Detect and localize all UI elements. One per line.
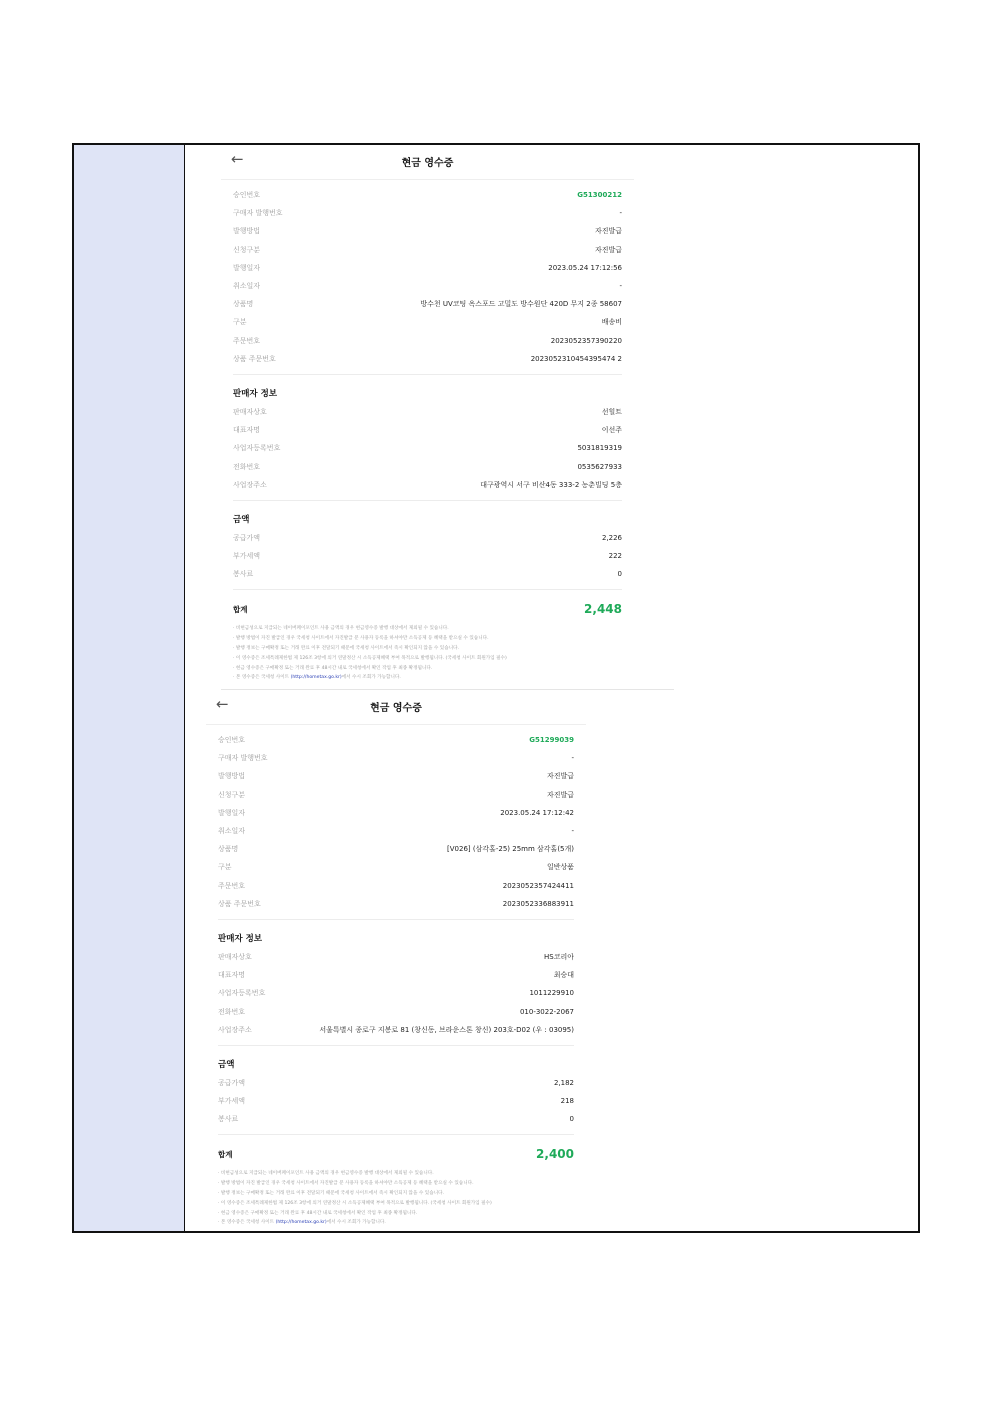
seller-row (233, 457, 622, 475)
row-value: 서울특별시 종로구 지봉로 81 (창신동, 브라운스톤 창신) 203호-D02 (우 : 03095) (319, 1025, 574, 1034)
divider (218, 1134, 574, 1135)
seller-row (233, 403, 622, 421)
info-row (233, 222, 622, 240)
row-value: 자진발급 (594, 245, 622, 254)
row-label: 구매자 발행번호 (233, 209, 283, 218)
row-value: 선힐트 (601, 407, 622, 416)
notice-item: · 이 영수증은 조세특례제한법 제 126조 3항에 의거 연말정산 시 소득공제혜택 부여 목적으로 발행됩니다. (국세청 사이트 회원가입 필수) (233, 655, 507, 661)
row-value: 자진발급 (546, 772, 574, 781)
notice-item: · 발행 정보는 구매확정 또는 거래 완료 이후 전달되기 때문에 국세청 사이트에서 즉시 확인되지 않을 수 있습니다. (233, 645, 459, 651)
approval-number: G51299039 (529, 736, 574, 745)
info-row (218, 731, 574, 749)
seller-row (233, 476, 622, 494)
notice-item: · 현금 영수증은 구매확정 또는 거래 완료 후 48시간 내로 국세청에서 확인 작업 후 최종 확정됩니다. (233, 665, 433, 671)
notice-text: · 본 영수증은 국세청 사이트 (233, 675, 291, 681)
notice-item: · 비현금성으로 지급되는 네이버페이포인트 사용 금액의 경우 현금영수증 발행 대상에서 제외될 수 있습니다. (233, 626, 449, 632)
row-value: - (619, 209, 622, 218)
info-row (218, 822, 574, 840)
notice-item: · 발행 방법이 자진 발급인 경우 국세청 사이트에서 자진발급 분 사용자 등록을 하셔야만 소득공제 등 혜택을 받으실 수 있습니다. (218, 1181, 474, 1187)
info-row (218, 767, 574, 785)
row-label: 구분 (233, 318, 247, 327)
row-value: 방수천 UV코팅 옥스포드 고밀도 방수원단 420D 무지 2종 58607 (420, 300, 622, 309)
divider (233, 374, 622, 375)
row-label: 사업장주소 (218, 1025, 252, 1034)
row-value: 대구광역시 서구 비산4동 333-2 농춘빌딩 5층 (480, 480, 622, 489)
notice-text: 에서 수시 조회가 가능합니다. (326, 1220, 386, 1226)
amount-row (233, 565, 622, 583)
info-row (218, 804, 574, 822)
row-label: 전화번호 (218, 1007, 246, 1016)
info-row (233, 186, 622, 204)
row-value: 010-3022-2067 (519, 1007, 574, 1016)
row-label: 봉사료 (233, 570, 254, 579)
row-value: [V026] (삼각홀-25) 25mm 삼각홀(5개) (447, 845, 574, 854)
document-table (72, 143, 920, 1233)
row-value: 0 (617, 570, 622, 579)
cash-receipt-1 (221, 145, 634, 690)
total-row (218, 1143, 574, 1165)
row-value: 2023052357424411 (502, 881, 574, 890)
row-value: 배송비 (601, 318, 622, 327)
row-value: 222 (608, 552, 622, 561)
row-label: 발행방법 (233, 227, 261, 236)
info-row (233, 241, 622, 259)
row-value: 2,182 (553, 1078, 574, 1087)
seller-row (218, 948, 574, 966)
total-value: 2,400 (536, 1147, 574, 1162)
receipt-header (221, 145, 634, 180)
row-label: 승인번호 (218, 736, 246, 745)
row-label: 상품 주문번호 (233, 354, 276, 363)
total-label: 합계 (233, 604, 248, 614)
row-value: - (571, 827, 574, 836)
row-value: 자진발급 (546, 790, 574, 799)
seller-row (218, 1002, 574, 1020)
cash-receipt-2 (206, 690, 586, 1230)
notice-text: 에서 수시 조회가 가능합니다. (341, 675, 401, 681)
row-value: - (571, 754, 574, 763)
row-label: 봉사료 (218, 1115, 239, 1124)
info-row (218, 877, 574, 895)
row-value: 2023.05.24 17:12:42 (500, 808, 574, 817)
row-label: 사업장주소 (233, 480, 267, 489)
row-label: 발행방법 (218, 772, 246, 781)
total-label: 합계 (218, 1149, 233, 1159)
row-value: 2023052336883911 (502, 899, 574, 908)
row-value: 자진발급 (594, 227, 622, 236)
amount-row (218, 1092, 574, 1110)
row-label: 전화번호 (233, 462, 261, 471)
approval-number: G51300212 (577, 191, 622, 200)
info-row (218, 840, 574, 858)
amount-row (233, 547, 622, 565)
back-arrow-icon[interactable]: ← (216, 695, 229, 713)
row-value: 이선주 (601, 426, 622, 435)
info-row (233, 313, 622, 331)
row-label: 취소일자 (218, 827, 246, 836)
receipt-header (206, 690, 586, 725)
left-column (74, 145, 185, 1231)
notice-item: · 발행 방법이 자진 발급인 경우 국세청 사이트에서 자진발급 분 사용자 등록을 하셔야만 소득공제 등 혜택을 받으실 수 있습니다. (233, 636, 489, 642)
info-row (233, 332, 622, 350)
back-arrow-icon[interactable]: ← (231, 150, 244, 168)
row-label: 판매자상호 (218, 952, 252, 961)
divider (233, 589, 622, 590)
info-row (233, 295, 622, 313)
divider (233, 500, 622, 501)
divider (218, 919, 574, 920)
amount-row (218, 1110, 574, 1128)
row-label: 승인번호 (233, 191, 261, 200)
notice-item (233, 673, 622, 683)
row-label: 상품명 (233, 300, 254, 309)
row-label: 상품명 (218, 845, 239, 854)
row-value: 일반상품 (546, 863, 574, 872)
row-value: HS코리아 (544, 952, 574, 961)
info-row (218, 858, 574, 876)
row-label: 취소일자 (233, 282, 261, 291)
row-label: 부가세액 (233, 552, 261, 561)
hometax-link[interactable]: (http://hometax.go.kr) (290, 675, 342, 681)
seller-section-title: 판매자 정보 (233, 388, 278, 399)
row-label: 부가세액 (218, 1097, 246, 1106)
amount-section-title: 금액 (233, 514, 250, 525)
notice-list (233, 624, 622, 683)
row-value: 2023052357390220 (550, 336, 622, 345)
receipt-title: 현금 영수증 (401, 158, 454, 169)
row-label: 공급가액 (218, 1078, 246, 1087)
notice-list (218, 1169, 574, 1228)
row-value: 1011229910 (529, 989, 574, 998)
notice-item: · 비현금성으로 지급되는 네이버페이포인트 사용 금액의 경우 현금영수증 발행 대상에서 제외될 수 있습니다. (218, 1171, 434, 1177)
row-label: 신청구분 (218, 790, 246, 799)
row-label: 발행일자 (233, 263, 261, 272)
total-value: 2,448 (584, 602, 622, 617)
amount-section-title: 금액 (218, 1059, 235, 1070)
row-value: 0535627933 (577, 462, 622, 471)
seller-row (218, 984, 574, 1002)
row-value: 0 (569, 1115, 574, 1124)
row-label: 사업자등록번호 (218, 989, 266, 998)
row-label: 판매자상호 (233, 407, 267, 416)
row-label: 대표자명 (233, 426, 261, 435)
row-value: 218 (560, 1097, 574, 1106)
divider (218, 1045, 574, 1046)
row-label: 구분 (218, 863, 232, 872)
row-value: 2,226 (601, 533, 622, 542)
total-row (233, 598, 622, 620)
notice-item: · 현금 영수증은 구매확정 또는 거래 완료 후 48시간 내로 국세청에서 확인 작업 후 최종 확정됩니다. (218, 1210, 418, 1216)
row-label: 공급가액 (233, 533, 261, 542)
row-label: 주문번호 (233, 336, 261, 345)
notice-item (218, 1218, 574, 1228)
notice-item: · 이 영수증은 조세특례제한법 제 126조 3항에 의거 연말정산 시 소득공제혜택 부여 목적으로 발행됩니다. (국세청 사이트 회원가입 필수) (218, 1200, 492, 1206)
notice-item: · 발행 정보는 구매확정 또는 거래 완료 이후 전달되기 때문에 국세청 사이트에서 즉시 확인되지 않을 수 있습니다. (218, 1190, 444, 1196)
receipt-title: 현금 영수증 (370, 703, 422, 714)
amount-row (233, 529, 622, 547)
info-row (233, 350, 622, 368)
seller-row (233, 421, 622, 439)
hometax-link[interactable]: (http://hometax.go.kr) (275, 1220, 327, 1226)
row-label: 상품 주문번호 (218, 899, 261, 908)
info-row (233, 277, 622, 295)
row-label: 구매자 발행번호 (218, 754, 268, 763)
row-label: 대표자명 (218, 971, 246, 980)
notice-text: · 본 영수증은 국세청 사이트 (218, 1220, 276, 1226)
seller-row (233, 439, 622, 457)
info-row (233, 259, 622, 277)
row-label: 신청구분 (233, 245, 261, 254)
row-label: 주문번호 (218, 881, 246, 890)
row-value: - (619, 282, 622, 291)
seller-section-title: 판매자 정보 (218, 933, 263, 944)
row-label: 사업자등록번호 (233, 444, 281, 453)
row-value: 2023052310454395474 2 (530, 354, 622, 363)
row-value: 2023.05.24 17:12:56 (548, 263, 622, 272)
info-row (233, 204, 622, 222)
seller-row (218, 966, 574, 984)
info-row (218, 749, 574, 767)
amount-row (218, 1074, 574, 1092)
info-row (218, 786, 574, 804)
info-row (218, 895, 574, 913)
row-label: 발행일자 (218, 808, 246, 817)
seller-row (218, 1021, 574, 1039)
row-value: 5031819319 (577, 444, 622, 453)
row-value: 최승대 (553, 971, 574, 980)
